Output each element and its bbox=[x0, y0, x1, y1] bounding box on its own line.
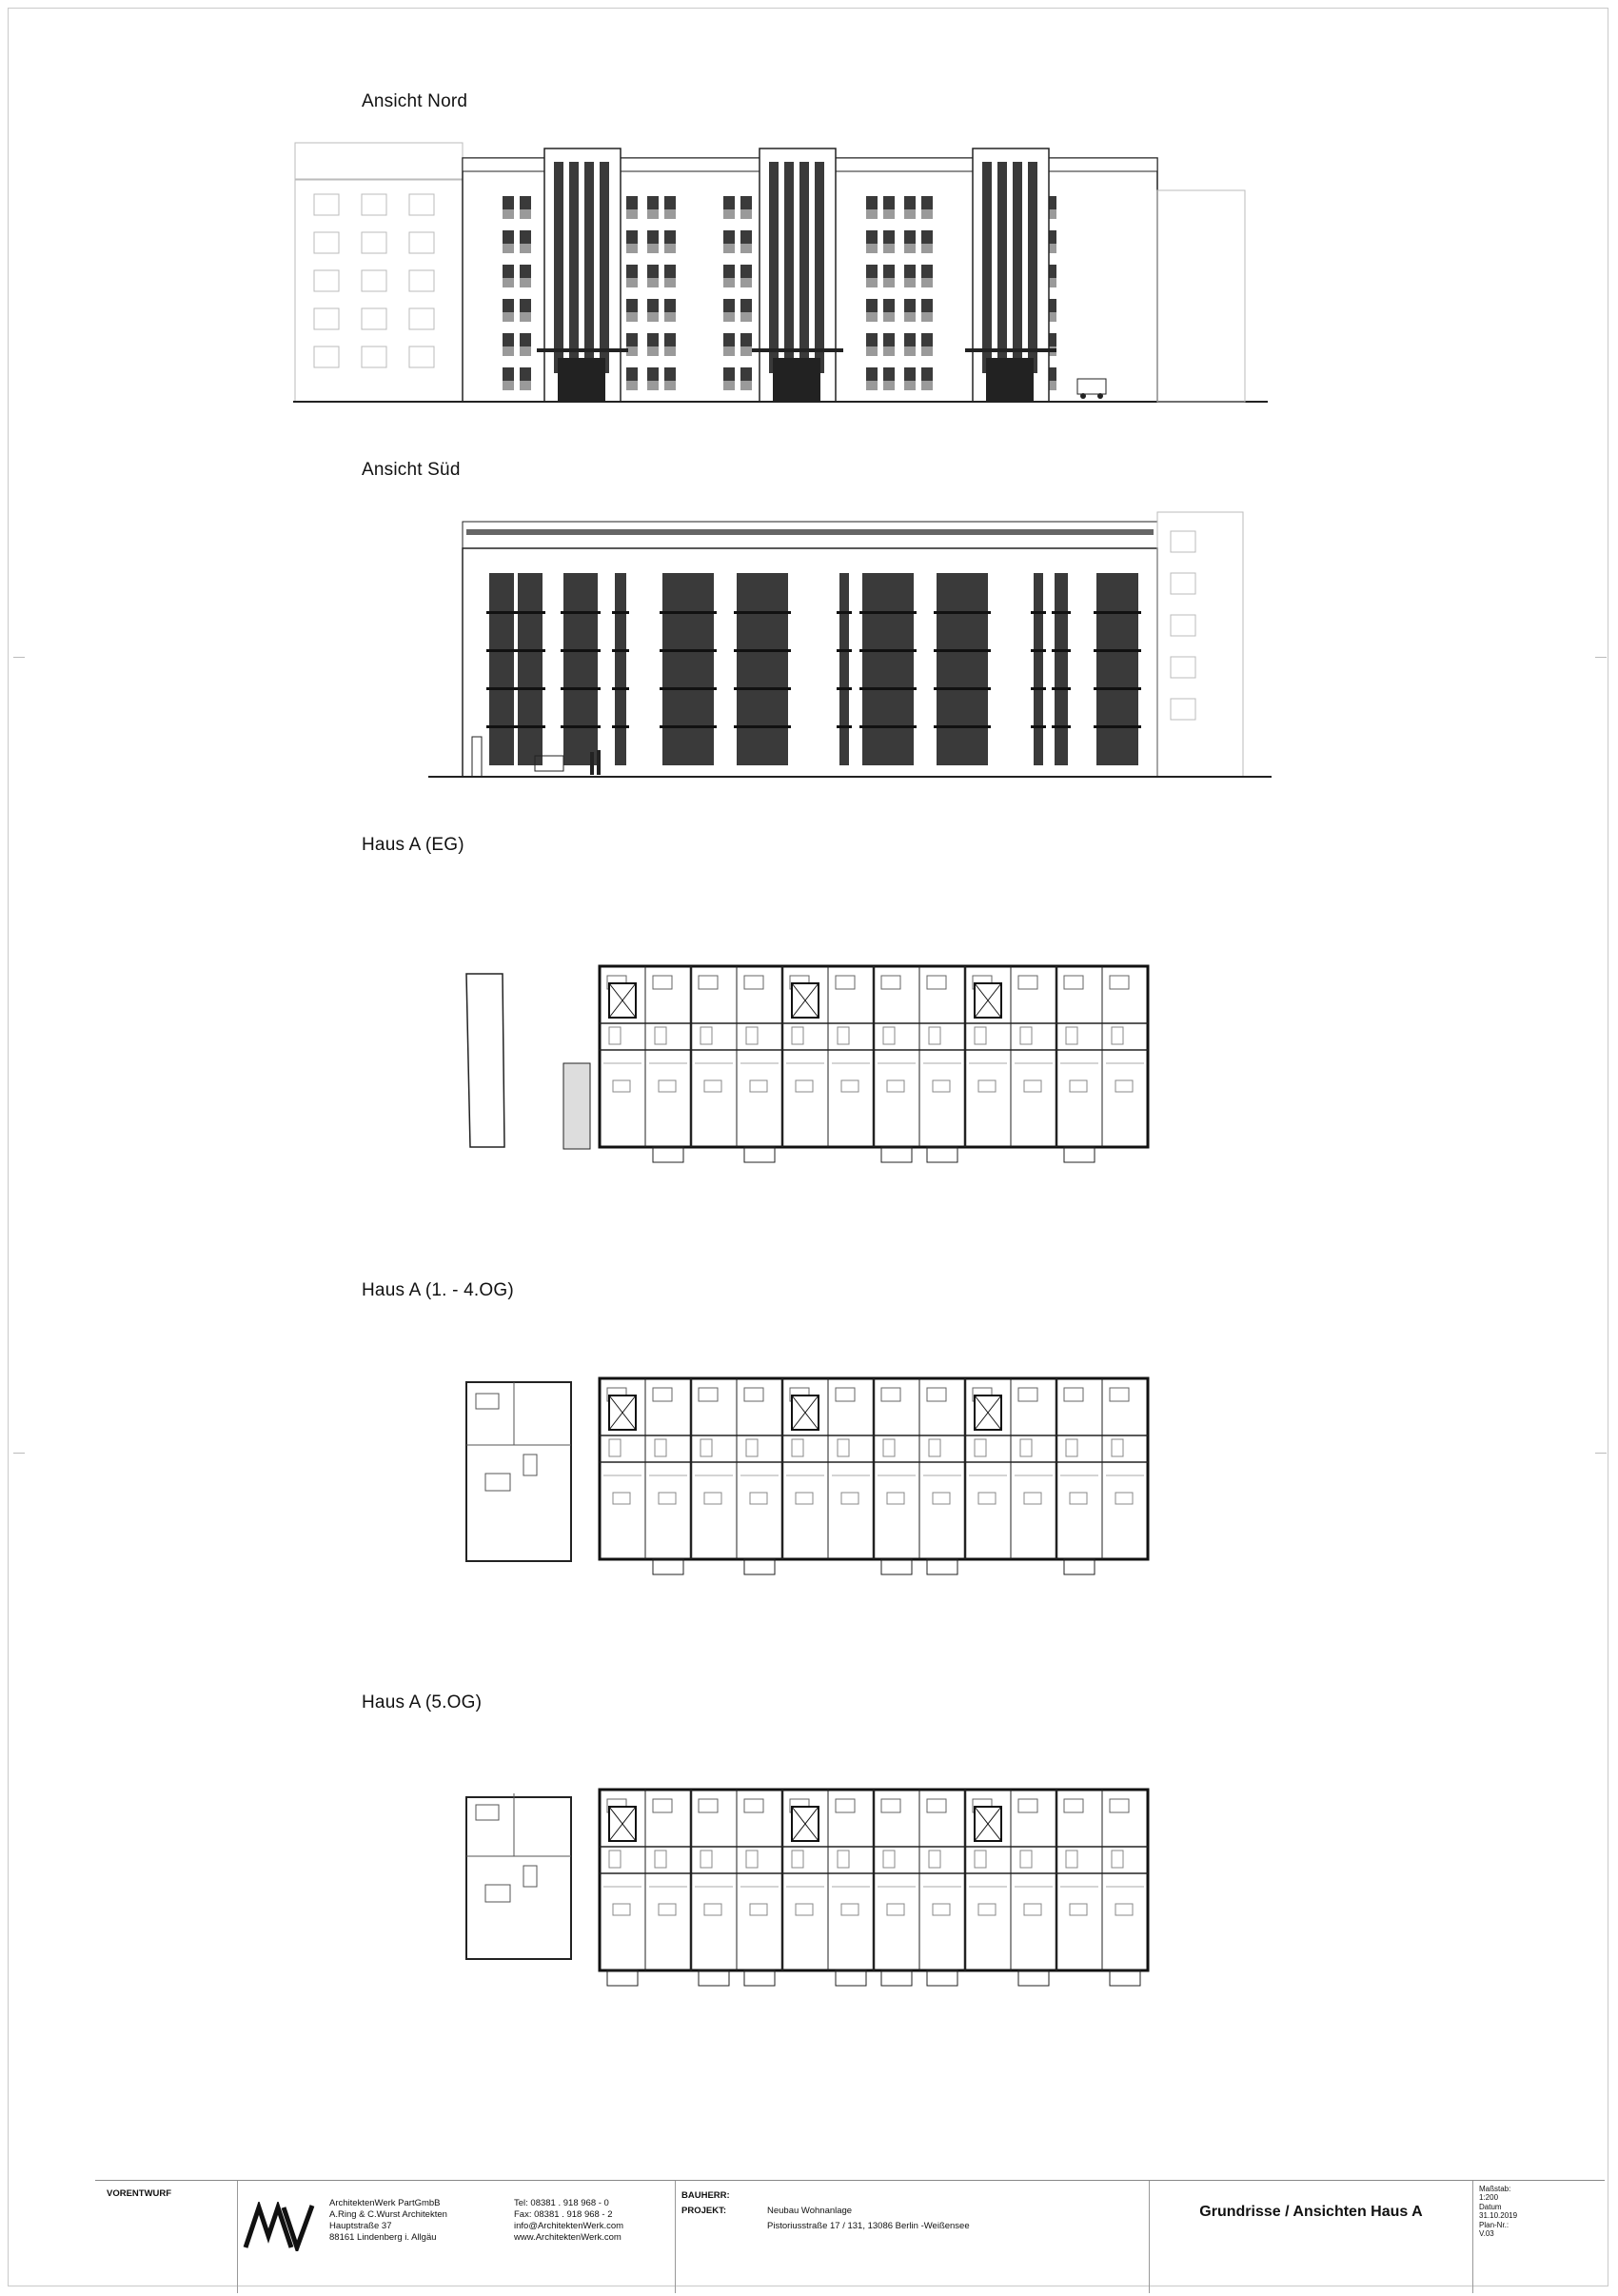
balcony-slab bbox=[1094, 649, 1141, 652]
client-label: BAUHERR: bbox=[681, 2190, 730, 2201]
balcony bbox=[1018, 1970, 1049, 1986]
window bbox=[883, 278, 895, 287]
window bbox=[647, 209, 659, 219]
balcony-slab bbox=[1052, 725, 1071, 728]
firm-name: ArchitektenWerk PartGmbB bbox=[329, 2198, 441, 2208]
neighbor-window bbox=[314, 194, 339, 215]
window bbox=[503, 312, 514, 322]
registration-mark bbox=[1595, 1453, 1607, 1454]
window bbox=[883, 209, 895, 219]
plan-label: Plan-Nr.: bbox=[1479, 2221, 1509, 2229]
balcony bbox=[927, 1147, 957, 1162]
window bbox=[740, 278, 752, 287]
meta-cell bbox=[1473, 2181, 1605, 2293]
balcony-slab bbox=[859, 611, 917, 614]
window bbox=[626, 312, 638, 322]
architektenwerk-logo bbox=[242, 2202, 318, 2251]
floorplan-5og-drawing bbox=[457, 1780, 1180, 1999]
entrance bbox=[558, 358, 605, 402]
status-label: VORENTWURF bbox=[107, 2188, 172, 2199]
plan-value: V.03 bbox=[1479, 2229, 1494, 2238]
balcony bbox=[881, 1147, 912, 1162]
balcony-panel bbox=[1055, 573, 1068, 765]
window bbox=[921, 381, 933, 390]
firm-email[interactable]: info@ArchitektenWerk.com bbox=[514, 2221, 624, 2231]
balcony-slab bbox=[486, 725, 517, 728]
neighbor-window bbox=[362, 194, 386, 215]
canopy bbox=[965, 348, 1056, 352]
neighbor-window bbox=[314, 308, 339, 329]
neighbor-window bbox=[409, 308, 434, 329]
window bbox=[904, 244, 916, 253]
balcony-slab bbox=[1052, 649, 1071, 652]
balcony bbox=[881, 1970, 912, 1986]
balcony bbox=[881, 1559, 912, 1574]
window bbox=[664, 209, 676, 219]
neighbor-window bbox=[409, 194, 434, 215]
balcony-slab bbox=[515, 725, 545, 728]
firm-partners: A.Ring & C.Wurst Architekten bbox=[329, 2209, 447, 2220]
balcony-panel bbox=[862, 573, 914, 765]
balcony bbox=[744, 1147, 775, 1162]
balcony bbox=[744, 1970, 775, 1986]
balcony-slab bbox=[486, 611, 517, 614]
canopy bbox=[752, 348, 843, 352]
window bbox=[723, 278, 735, 287]
balcony-slab bbox=[612, 687, 629, 690]
neighbor-window bbox=[1171, 531, 1195, 552]
neighbor-window bbox=[314, 270, 339, 291]
neighbor-window bbox=[362, 270, 386, 291]
balcony-slab bbox=[612, 649, 629, 652]
window bbox=[723, 209, 735, 219]
window bbox=[866, 209, 878, 219]
window bbox=[921, 209, 933, 219]
neighbor-window bbox=[1171, 573, 1195, 594]
window bbox=[723, 244, 735, 253]
window bbox=[921, 244, 933, 253]
window bbox=[883, 312, 895, 322]
balcony-slab bbox=[515, 649, 545, 652]
balcony-panel bbox=[489, 573, 514, 765]
window bbox=[647, 312, 659, 322]
balcony-slab bbox=[1094, 611, 1141, 614]
title-haus-a-og: Haus A (1. - 4.OG) bbox=[362, 1280, 514, 1300]
balcony bbox=[653, 1147, 683, 1162]
neighbor-window bbox=[409, 270, 434, 291]
balcony-panel bbox=[1096, 573, 1138, 765]
firm-tel: Tel: 08381 . 918 968 - 0 bbox=[514, 2198, 609, 2208]
neighbor-window bbox=[1171, 615, 1195, 636]
balcony bbox=[744, 1559, 775, 1574]
registration-mark bbox=[1595, 657, 1607, 658]
entrance bbox=[773, 358, 820, 402]
balcony-slab bbox=[859, 725, 917, 728]
balcony-slab bbox=[859, 687, 917, 690]
stair-glazing bbox=[600, 162, 609, 373]
window bbox=[503, 278, 514, 287]
firm-street: Hauptstraße 37 bbox=[329, 2221, 392, 2231]
date-label: Datum bbox=[1479, 2203, 1502, 2211]
project-cell bbox=[676, 2181, 1150, 2293]
balcony-slab bbox=[515, 611, 545, 614]
balcony-slab bbox=[734, 687, 791, 690]
window bbox=[866, 244, 878, 253]
balcony-panel bbox=[662, 573, 714, 765]
title-haus-a-5og: Haus A (5.OG) bbox=[362, 1692, 483, 1712]
window bbox=[647, 278, 659, 287]
balcony-slab bbox=[734, 611, 791, 614]
balcony-slab bbox=[734, 725, 791, 728]
balcony-panel bbox=[518, 573, 543, 765]
balcony-slab bbox=[612, 611, 629, 614]
door bbox=[472, 737, 482, 777]
balcony-slab bbox=[1052, 611, 1071, 614]
balcony-panel bbox=[839, 573, 849, 765]
balcony-panel bbox=[937, 573, 988, 765]
window bbox=[503, 381, 514, 390]
balcony-slab bbox=[859, 649, 917, 652]
window bbox=[723, 346, 735, 356]
balcony bbox=[1064, 1147, 1095, 1162]
title-ansicht-sued: Ansicht Süd bbox=[362, 460, 461, 480]
north-elevation-drawing bbox=[286, 133, 1275, 409]
balcony-slab bbox=[561, 611, 601, 614]
stair-glazing bbox=[584, 162, 594, 373]
window bbox=[740, 244, 752, 253]
neighbor-window bbox=[314, 346, 339, 367]
balcony-slab bbox=[934, 649, 991, 652]
stair-glazing bbox=[769, 162, 779, 373]
window bbox=[647, 244, 659, 253]
stair-glazing bbox=[815, 162, 824, 373]
person-figure bbox=[590, 752, 594, 775]
balcony-slab bbox=[612, 725, 629, 728]
window bbox=[664, 312, 676, 322]
floorplan-og-drawing bbox=[457, 1369, 1180, 1597]
architect-cell bbox=[238, 2181, 676, 2293]
neighbor-window bbox=[409, 232, 434, 253]
window bbox=[520, 346, 531, 356]
window bbox=[647, 346, 659, 356]
balcony-slab bbox=[934, 687, 991, 690]
window bbox=[904, 381, 916, 390]
status-cell bbox=[95, 2181, 238, 2293]
window bbox=[740, 381, 752, 390]
balcony-slab bbox=[515, 687, 545, 690]
window bbox=[921, 278, 933, 287]
firm-fax: Fax: 08381 . 918 968 - 2 bbox=[514, 2209, 613, 2220]
window bbox=[664, 381, 676, 390]
window bbox=[866, 312, 878, 322]
balcony bbox=[607, 1970, 638, 1986]
window bbox=[664, 278, 676, 287]
neighbor-window bbox=[314, 232, 339, 253]
balcony-slab bbox=[837, 687, 852, 690]
window bbox=[904, 278, 916, 287]
project-name: Neubau Wohnanlage bbox=[767, 2206, 853, 2216]
neighbor-window bbox=[362, 232, 386, 253]
window bbox=[883, 244, 895, 253]
project-label: PROJEKT: bbox=[681, 2206, 726, 2216]
window bbox=[904, 209, 916, 219]
title-ansicht-nord: Ansicht Nord bbox=[362, 91, 468, 111]
window bbox=[740, 209, 752, 219]
scale-value: 1:200 bbox=[1479, 2193, 1499, 2202]
entrance bbox=[986, 358, 1034, 402]
balcony-slab bbox=[734, 649, 791, 652]
stair-glazing bbox=[569, 162, 579, 373]
sheet-title: Grundrisse / Ansichten Haus A bbox=[1199, 2204, 1423, 2220]
neighbor-window bbox=[362, 346, 386, 367]
registration-mark bbox=[13, 657, 25, 658]
stair-glazing bbox=[1013, 162, 1022, 373]
date-value: 31.10.2019 bbox=[1479, 2211, 1518, 2220]
balcony-slab bbox=[1031, 649, 1046, 652]
balcony-slab bbox=[561, 649, 601, 652]
balcony-panel bbox=[615, 573, 626, 765]
balcony-panel bbox=[737, 573, 788, 765]
balcony-slab bbox=[837, 611, 852, 614]
person-figure bbox=[597, 750, 601, 775]
balcony bbox=[1110, 1970, 1140, 1986]
neighbor-window bbox=[1171, 657, 1195, 678]
window bbox=[664, 346, 676, 356]
balcony bbox=[927, 1970, 957, 1986]
window bbox=[904, 312, 916, 322]
balcony-slab bbox=[660, 725, 717, 728]
window bbox=[664, 244, 676, 253]
balcony-panel bbox=[1034, 573, 1043, 765]
window bbox=[520, 244, 531, 253]
balcony-slab bbox=[837, 649, 852, 652]
window bbox=[503, 346, 514, 356]
balcony-panel bbox=[563, 573, 598, 765]
window bbox=[503, 209, 514, 219]
south-elevation-drawing bbox=[286, 503, 1275, 788]
window bbox=[883, 381, 895, 390]
balcony-slab bbox=[660, 687, 717, 690]
window bbox=[866, 346, 878, 356]
balcony-slab bbox=[660, 611, 717, 614]
stair-glazing bbox=[799, 162, 809, 373]
window bbox=[626, 381, 638, 390]
window bbox=[866, 278, 878, 287]
stair-glazing bbox=[1028, 162, 1037, 373]
balcony-slab bbox=[1031, 687, 1046, 690]
balcony-slab bbox=[934, 611, 991, 614]
stair-glazing bbox=[784, 162, 794, 373]
balcony bbox=[699, 1970, 729, 1986]
floorplan-eg-drawing bbox=[457, 957, 1180, 1185]
stair-glazing bbox=[554, 162, 563, 373]
project-address: Pistoriusstraße 17 / 131, 13086 Berlin -Weißensee bbox=[767, 2221, 970, 2231]
balcony-slab bbox=[1052, 687, 1071, 690]
title-haus-a-eg: Haus A (EG) bbox=[362, 835, 464, 855]
balcony-slab bbox=[1031, 611, 1046, 614]
sheet-title-cell bbox=[1150, 2181, 1473, 2293]
balcony bbox=[836, 1970, 866, 1986]
stair-glazing bbox=[982, 162, 992, 373]
window bbox=[647, 381, 659, 390]
window bbox=[740, 312, 752, 322]
firm-city: 88161 Lindenberg i. Allgäu bbox=[329, 2232, 437, 2243]
canopy bbox=[537, 348, 628, 352]
window bbox=[921, 346, 933, 356]
balcony-slab bbox=[1094, 687, 1141, 690]
balcony-slab bbox=[660, 649, 717, 652]
balcony bbox=[1064, 1559, 1095, 1574]
firm-web[interactable]: www.ArchitektenWerk.com bbox=[514, 2232, 622, 2243]
stair-glazing bbox=[997, 162, 1007, 373]
balcony bbox=[927, 1559, 957, 1574]
balcony-slab bbox=[1031, 725, 1046, 728]
neighbor-window bbox=[362, 308, 386, 329]
window bbox=[520, 278, 531, 287]
window bbox=[723, 312, 735, 322]
balcony-slab bbox=[486, 687, 517, 690]
window bbox=[520, 312, 531, 322]
balcony-slab bbox=[934, 725, 991, 728]
neighbor-window bbox=[409, 346, 434, 367]
balcony-slab bbox=[486, 649, 517, 652]
balcony-slab bbox=[561, 725, 601, 728]
balcony-slab bbox=[561, 687, 601, 690]
balcony-slab bbox=[837, 725, 852, 728]
window bbox=[740, 346, 752, 356]
window bbox=[626, 244, 638, 253]
window bbox=[503, 244, 514, 253]
balcony-slab bbox=[1094, 725, 1141, 728]
window bbox=[723, 381, 735, 390]
window bbox=[883, 346, 895, 356]
scale-label: Maßstab: bbox=[1479, 2185, 1511, 2193]
title-block bbox=[95, 2180, 1605, 2293]
neighbor-window bbox=[1171, 699, 1195, 720]
window bbox=[866, 381, 878, 390]
window bbox=[520, 381, 531, 390]
window bbox=[904, 346, 916, 356]
window bbox=[626, 209, 638, 219]
window bbox=[921, 312, 933, 322]
balcony bbox=[653, 1559, 683, 1574]
window bbox=[626, 278, 638, 287]
registration-mark bbox=[13, 1453, 25, 1454]
window bbox=[520, 209, 531, 219]
